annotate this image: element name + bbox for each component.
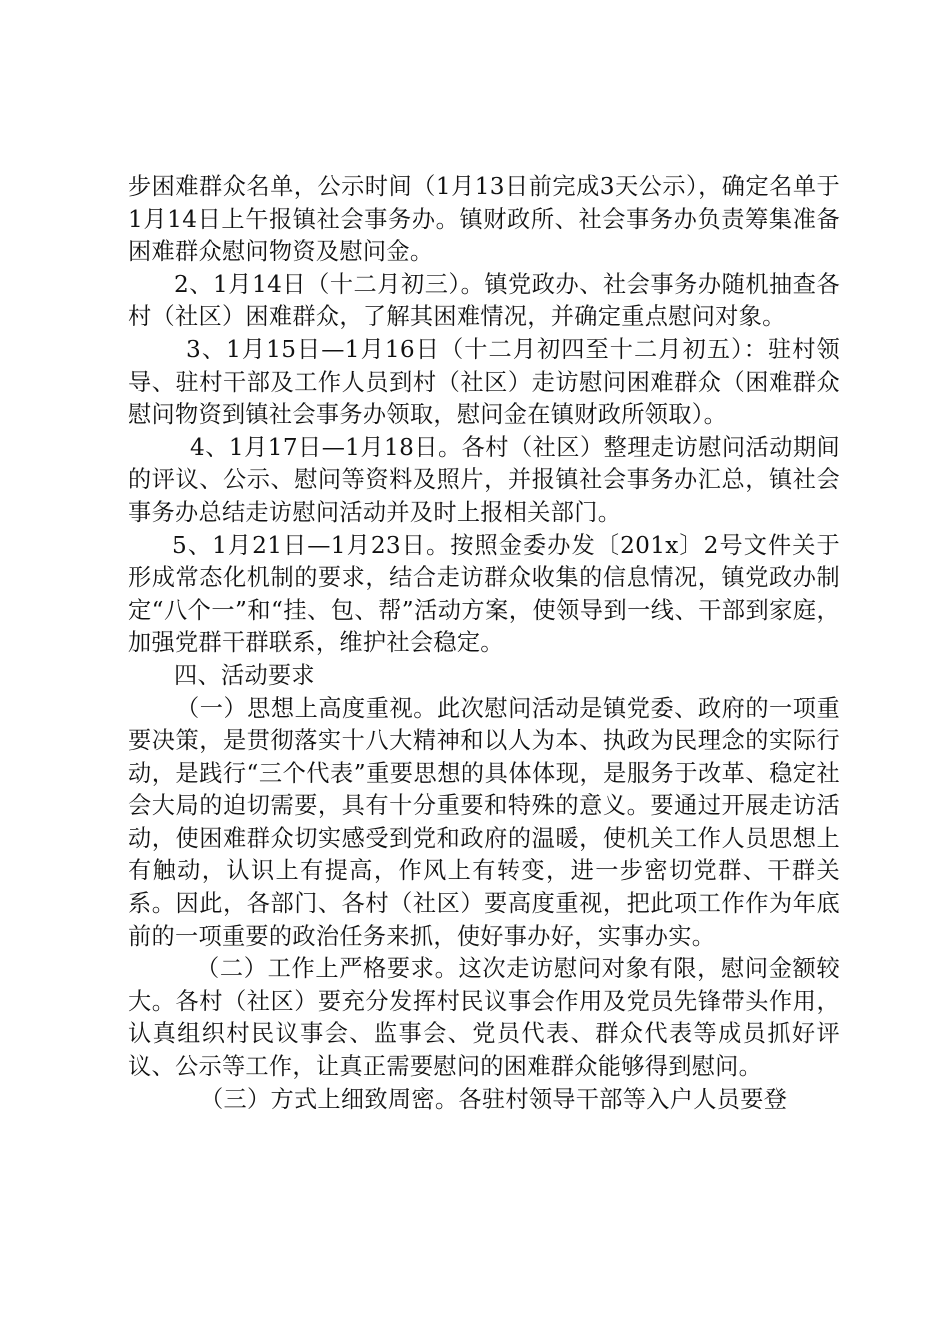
paragraph-list-confirmation: 步困难群众名单，公示时间（1月13日前完成3天公示），确定名单于1月14日上午报镇社会事务办。镇财政所、社会事务办负责筹集准备困难群众慰问物资及慰问金。: [128, 173, 840, 266]
paragraph-requirement-2: （二）工作上严格要求。这次走访慰问对象有限，慰问金额较大。各村（社区）要充分发挥村民议事会作用及党员先锋带头作用，认真组织村民议事会、监事会、党员代表、群众代表等成员抓好评议、公示等工作，让真正需要慰问的困难群众能够得到慰问。: [128, 955, 840, 1081]
paragraph-requirement-3: （三）方式上细致周密。各驻村领导干部等入户人员要登: [200, 1085, 788, 1113]
document-body: [128, 171, 840, 1116]
section-heading-requirements: 四、活动要求: [174, 661, 315, 689]
paragraph-step-4: 4、1月17日—1月18日。各村（社区）整理走访慰问活动期间的评议、公示、慰问等资料及照片，并报镇社会事务办汇总，镇社会事务办总结走访慰问活动并及时上报相关部门。: [128, 433, 840, 526]
paragraph-step-3: 3、1月15日—1月16日（十二月初四至十二月初五）：驻村领导、驻村干部及工作人员到村（社区）走访慰问困难群众（困难群众慰问物资到镇社会事务办领取，慰问金在镇财政所领取）。: [128, 335, 840, 429]
paragraph-step-5: 5、1月21日—1月23日。按照金委办发〔201x〕2号文件关于形成常态化机制的要求，结合走访群众收集的信息情况，镇党政办制定“八个一”和“挂、包、帮”活动方案，使领导到一线、干部到家庭，加强党群干群联系，维护社会稳定。: [128, 531, 840, 657]
paragraph-requirement-1: （一）思想上高度重视。此次慰问活动是镇党委、政府的一项重要决策，是贯彻落实十八大精神和以人为本、执政为民理念的实际行动，是践行“三个代表”重要思想的具体体现，是服务于改革、稳定社会大局的迫切需要，具有十分重要和特殊的意义。要通过开展走访活动，使困难群众切实感受到党和政府的温暖，使机关工作人员思想上有触动，认识上有提高，作风上有转变，进一步密切党群、干群关系。因此，各部门、各村（社区）要高度重视，把此项工作作为年底前的一项重要的政治任务来抓，使好事办好，实事办实。: [128, 694, 840, 950]
paragraph-step-2: 2、1月14日（十二月初三）。镇党政办、社会事务办随机抽查各村（社区）困难群众，了解其困难情况，并确定重点慰问对象。: [128, 270, 840, 331]
